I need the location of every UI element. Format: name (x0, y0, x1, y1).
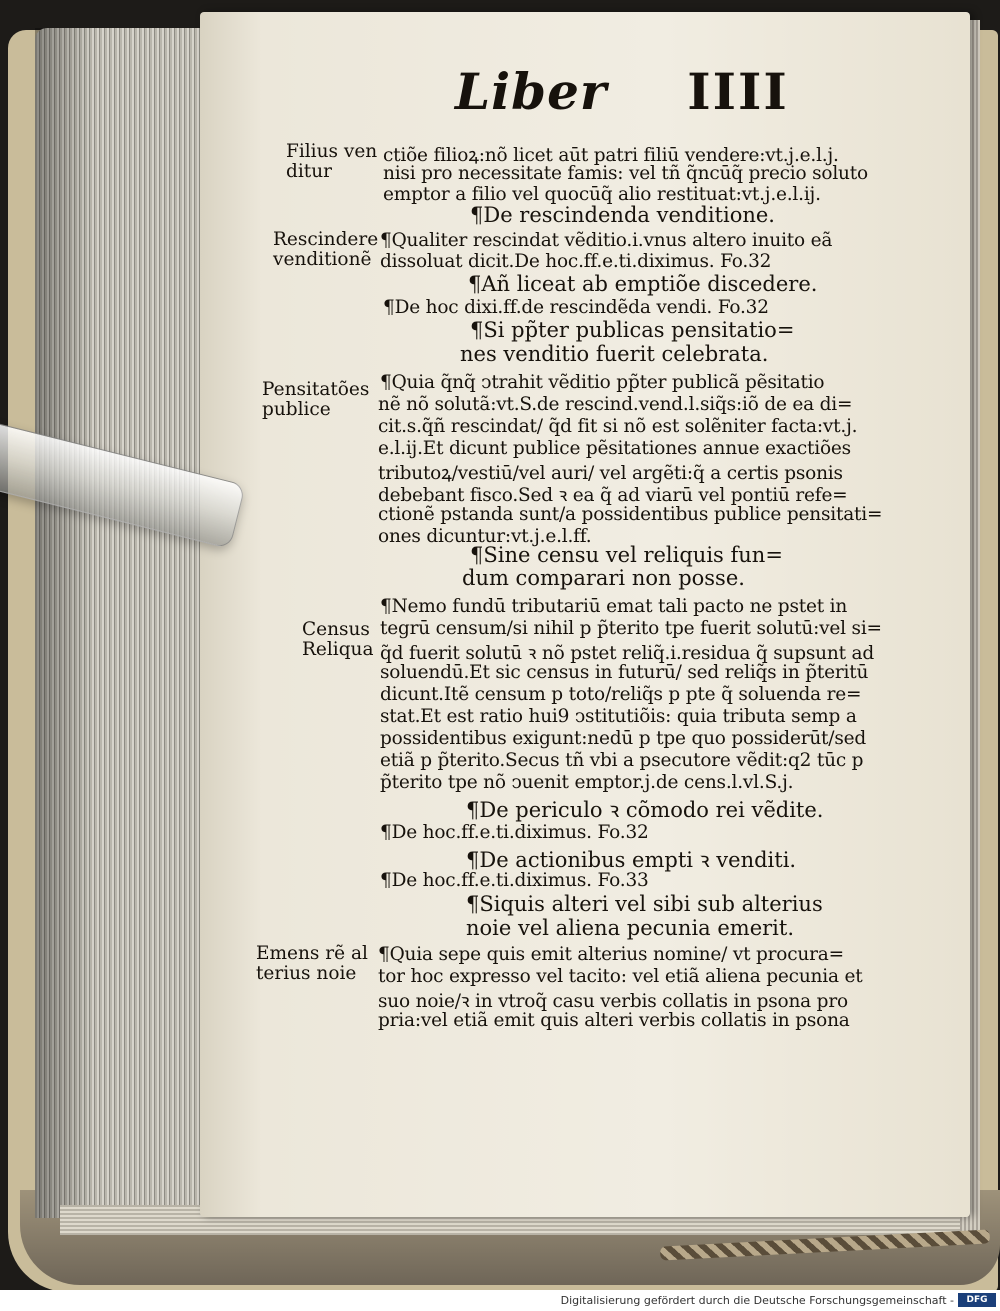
dfg-logo: DFG (958, 1293, 996, 1307)
page-block-shadow (35, 28, 95, 1218)
section-heading: nes venditio fuerit celebrata. (460, 342, 769, 366)
text-line: e.l.ij.Et dicunt publice pẽsitationes annue exactiões (378, 438, 851, 459)
section-heading: dum comparari non posse. (462, 566, 745, 590)
text-line: possidentibus exigunt:nedū p tpe quo possiderūt/sed (380, 728, 867, 749)
text-line: suo noie/ꝛ in vtroq̃ casu verbis collatis in psona pro (378, 991, 848, 1012)
text-line: tegrū censum/si nihil p p̃terito tpe fuerit solutū:vel si= (380, 618, 882, 639)
text-line: ¶Qualiter rescindat vẽditio.i.vnus altero inuito eã (380, 230, 833, 251)
text-line: tributoꝝ/vestiū/vel auri/ vel argẽti:q̃ a certis psonis (378, 463, 843, 484)
text-line: ctionẽ pstanda sunt/a possidentibus publice pensitati= (378, 504, 883, 525)
text-line: soluendū.Et sic census in futurū/ sed reliq̃s in p̃teritū (380, 662, 869, 683)
text-line: etiã p p̃terito.Secus tñ vbi a psecutore vẽdit:q2 tūc p (380, 750, 864, 771)
margin-note: Rescindere venditionẽ (273, 229, 379, 270)
text-line: ctiõe filioꝝ:nõ licet aūt patri filiū vendere:vt.j.e.l.j. (383, 145, 839, 166)
text-line: pria:vel etiã emit quis alteri verbis collatis in psona (378, 1010, 850, 1031)
margin-note: Pensitatões publice (262, 379, 370, 420)
running-head-number: IIII (687, 62, 789, 121)
running-head-word: Liber (455, 62, 608, 121)
text-line: q̃d fuerit solutū ꝛ nõ pstet reliq̃.i.residua q̃ supsunt ad (380, 643, 874, 664)
section-heading: ¶De periculo ꝛ cõmodo rei vẽdite. (466, 798, 824, 822)
text-line: ¶De hoc.ff.e.ti.diximus. Fo.32 (380, 822, 649, 843)
section-heading: noie vel aliena pecunia emerit. (466, 916, 795, 940)
text-line: cit.s.q̃ñ rescindat/ q̃d fit si nõ est solẽniter facta:vt.j. (378, 416, 858, 437)
margin-note: Emens rẽ al terius noie (256, 943, 368, 984)
text-line: emptor a filio vel quocūq̃ alio restituat:vt.j.e.l.ij. (383, 184, 821, 205)
text-line: stat.Et est ratio hui9 ↄstitutiõis: quia tributa semp a (380, 706, 857, 727)
section-heading: ¶Sine censu vel reliquis fun= (470, 543, 783, 567)
section-heading: ¶Añ liceat ab emptiõe discedere. (468, 272, 818, 296)
footer-bar (0, 1290, 1000, 1311)
text-line: ¶De hoc.ff.e.ti.diximus. Fo.33 (380, 870, 649, 891)
section-heading: ¶De actionibus empti ꝛ venditi. (466, 848, 797, 872)
text-line: dicunt.Itẽ censum p toto/reliq̃s p pte q̃ soluenda re= (380, 684, 862, 705)
section-heading: ¶Si pp̃ter publicas pensitatio= (470, 318, 795, 342)
text-line: nẽ nõ solutã:vt.S.de rescind.vend.l.siq̃s:iõ de ea di= (378, 394, 853, 415)
text-line: debebant fisco.Sed ꝛ ea q̃ ad viarū vel pontiū refe= (378, 485, 848, 506)
margin-note: Census Reliqua (302, 619, 374, 660)
footer-credit: Digitalisierung gefördert durch die Deutsche Forschungsgemeinschaft - (560, 1294, 954, 1307)
margin-note: Filius ven ditur (286, 141, 378, 182)
text-line: ones dicuntur:vt.j.e.l.ff. (378, 526, 592, 547)
text-line: tor hoc expresso vel tacito: vel etiã aliena pecunia et (378, 966, 863, 987)
section-heading: ¶Siquis alteri vel sibi sub alterius (466, 892, 823, 916)
text-line: nisi pro necessitate famis: vel tñ q̃ncūq̃ precio soluto (383, 163, 868, 184)
text-line: p̃terito tpe nõ ↄuenit emptor.j.de cens.l.vl.S.j. (380, 772, 794, 793)
section-heading: ¶De rescindenda venditione. (470, 203, 775, 227)
text-line: ¶De hoc dixi.ff.de rescindẽda vendi. Fo.32 (383, 297, 769, 318)
text-line: ¶Nemo fundū tributariū emat tali pacto ne pstet in (380, 596, 848, 617)
text-line: ¶Quia sepe quis emit alterius nomine/ vt procura= (378, 944, 844, 965)
text-line: dissoluat dicit.De hoc.ff.e.ti.diximus. Fo.32 (380, 251, 772, 272)
text-line: ¶Quia q̃nq̃ ↄtrahit vẽditio pp̃ter publicã pẽsitatio (380, 372, 825, 393)
running-head (455, 62, 789, 121)
